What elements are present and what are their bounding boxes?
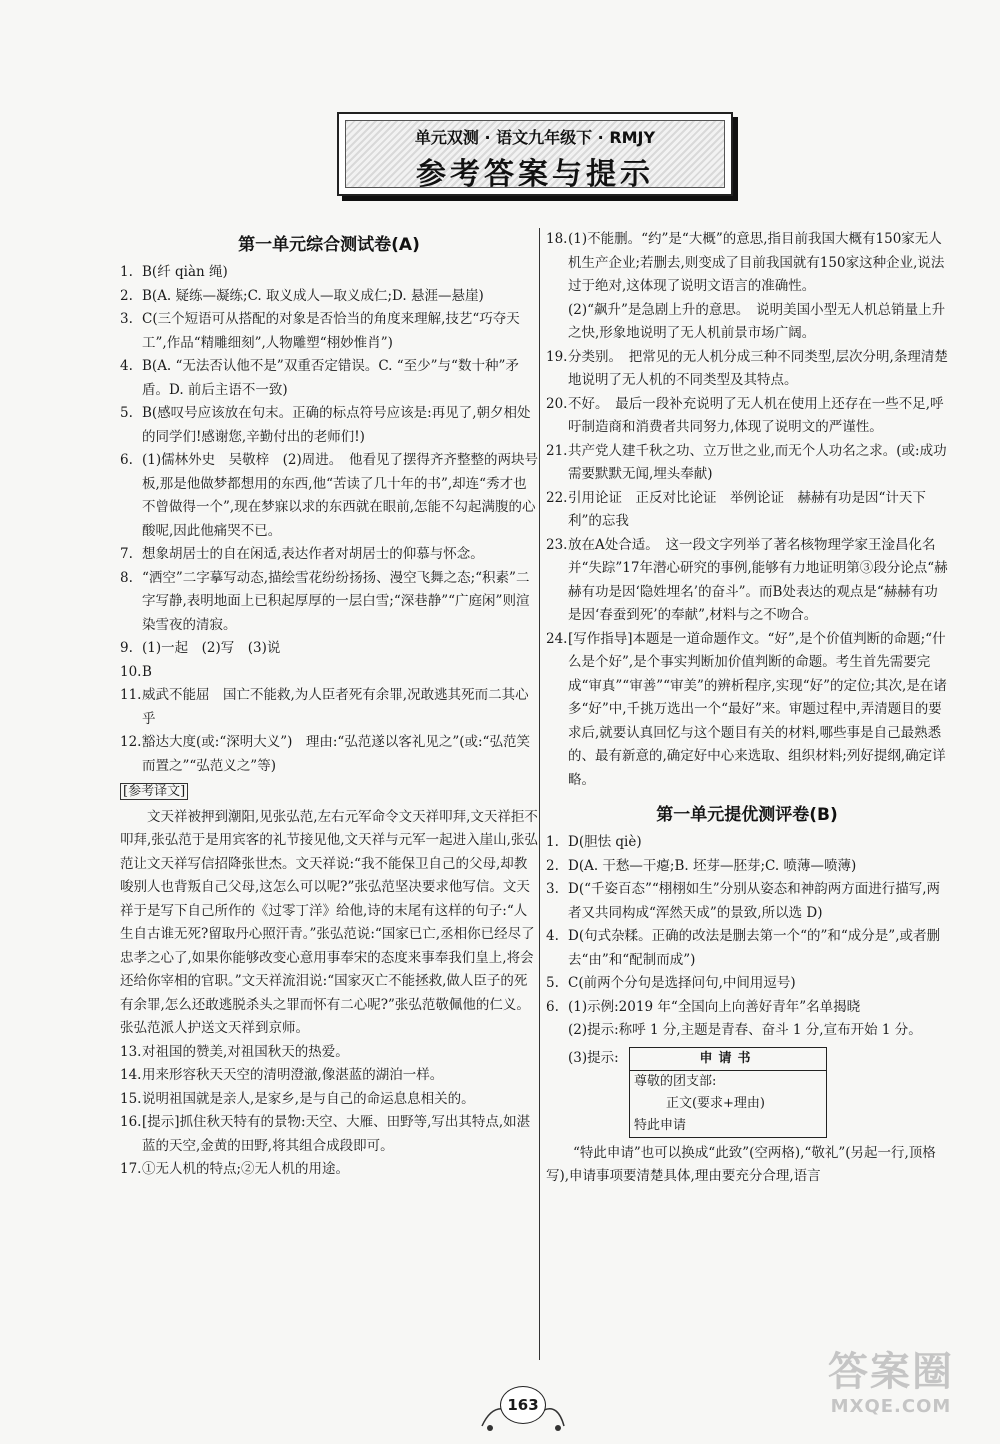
section-title-b: 第一单元提优测评卷(B) — [656, 805, 838, 825]
answer-text: 分类别。 把常见的无人机分成三种不同类型,层次分明,条理清楚地说明了无人机的不同类型及其特点。 — [568, 348, 948, 388]
answer-text: (1)示例:2019 年“全国向上向善好青年”名单揭晓 — [568, 998, 861, 1015]
answer-item — [120, 308, 538, 355]
answer-item — [546, 855, 948, 879]
answer-sub-item: (2)提示:称呼 1 分,主题是青春、奋斗 1 分,宣布开始 1 分。 — [568, 1022, 922, 1038]
answer-text: D(句式杂糅。正确的改法是删去第一个“的”和“成分是”,或者删去“由”和“配制而成”) — [568, 928, 940, 968]
answer-number: 7. — [120, 546, 133, 562]
answer-item — [120, 1064, 538, 1088]
answer-number: 14. — [120, 1067, 142, 1083]
answer-item — [546, 628, 948, 793]
answer-item — [120, 567, 538, 638]
answer-text: 想象胡居士的自在闲适,表达作者对胡居士的仰慕与怀念。 — [142, 546, 484, 562]
answer-number: 2. — [120, 287, 133, 304]
answer-text: D(A. 干愁—干瘪;B. 坯芽—胚芽;C. 喷薄—喷薄) — [568, 857, 857, 874]
answer-text: 说明祖国就是亲人,是家乡,是与自己的命运息息相关的。 — [142, 1090, 475, 1107]
answer-number: 21. — [546, 442, 568, 459]
answer-text: ①无人机的特点;②无人机的用途。 — [142, 1161, 350, 1177]
form-note: “特此申请”也可以换成“此致”(空两格),“敬礼”(另起一行,顶格写),申请事项要清楚具体,理由要充分合理,语言 — [546, 1144, 936, 1184]
left-column — [120, 228, 538, 1182]
answer-text: B(感叹号应该放在句末。正确的标点符号应该是:再见了,朝夕相处的同学们!感谢您,辛勤付出的老师们!) — [142, 405, 531, 445]
header-banner-inner — [345, 120, 725, 192]
form-salutation: 尊敬的团支部: — [633, 1073, 717, 1089]
answer-item — [546, 831, 948, 855]
answer-item — [546, 393, 948, 440]
answer-text: D(胆怯 qiè) — [568, 834, 642, 850]
answer-item — [546, 440, 948, 487]
translation-tag: [参考译文] — [120, 783, 188, 800]
answer-text: B(A. 疑练—凝练;C. 取义成人—取义成仁;D. 悬涯—悬崖) — [142, 287, 484, 304]
answer-text: [提示]抓住秋天特有的景物:天空、大雁、田野等,写出其特点,如湛蓝的天空,金黄的田野,将其组合成段即可。 — [142, 1114, 531, 1154]
answer-number: 3. — [546, 881, 559, 897]
answer-number: 22. — [546, 489, 568, 506]
answer-item — [546, 925, 948, 972]
answer-list-a-part1 — [120, 261, 538, 778]
answer-number: 23. — [546, 536, 568, 553]
answer-number: 19. — [546, 348, 568, 365]
answer-item — [120, 637, 538, 661]
answer-text: (1)一起 (2)写 (3)说 — [142, 640, 281, 656]
answer-item — [546, 996, 948, 1020]
translation-heading — [120, 780, 538, 804]
answer-item — [120, 449, 538, 543]
answer-number: 5. — [120, 405, 133, 421]
answer-item — [120, 1111, 538, 1158]
answer-text: 用来形容秋天天空的清明澄澈,像湛蓝的湖泊一样。 — [142, 1067, 444, 1083]
form-body: 正文(要求+理由) — [665, 1095, 766, 1111]
answer-text: 共产党人建千秋之功、立万世之业,而无个人功名之求。(或:成功需要默默无闻,埋头奉献) — [568, 442, 947, 482]
answer-text: 引用论证 正反对比论证 举例论证 赫赫有功是因“计天下利”的忘我 — [568, 489, 926, 529]
answer-item — [120, 1158, 538, 1182]
answer-item — [120, 402, 538, 449]
answer-text: [写作指导]本题是一道命题作文。“好”,是个价值判断的命题;“什么是个好”,是个事实判断加价值判断的命题。考生首先需要完成“审真”“审善”“审美”的辨析程序,实现“好”的定位;其次,是在诸多“好”中,千挑万选出一个“最好”来。审题过程中,弄清题目的要求后,就要认真回忆与这个题目有关的材料,哪些事是自己最熟悉的、最有新意的,确定好中心来选取、组织材料;列好提纲,确定详略。 — [568, 630, 947, 788]
answer-text: C(前两个分句是选择问句,中间用逗号) — [568, 975, 796, 991]
answer-number: 4. — [120, 358, 133, 374]
answer-text: B(A. “无法否认他不是”双重否定错误。C. “至少”与“数十种”矛盾。D. 前后主语不一致) — [142, 358, 519, 398]
answer-text: C(三个短语可从搭配的对象是否恰当的角度来理解,技艺“巧夺天工”,作品“精雕细刻”,人物雕塑“栩妙惟肖”) — [142, 311, 520, 351]
answer-item — [120, 1088, 538, 1112]
watermark-logo-text: 答案圈 — [828, 1349, 954, 1395]
answer-number: 20. — [546, 395, 568, 412]
answer-list-b — [546, 831, 948, 1043]
answer-item — [120, 355, 538, 402]
answer-number: 6. — [120, 452, 133, 468]
answer-text: “洒空”二字摹写动态,描绘雪花纷纷扬扬、漫空飞舞之态;“积素”二字写静,表明地面上已积起厚厚的一层白雪;“深巷静”“广庭闲”则渲染雪夜的清寂。 — [142, 569, 530, 633]
answer-number: 2. — [546, 857, 559, 874]
translation-paragraph: 文天祥被押到潮阳,见张弘范,左右元军命令文天祥叩拜,文天祥拒不叩拜,张弘范于是用宾客的礼节接见他,文天祥与元军一起进入崖山,张弘范让文天祥写信招降张世杰。文天祥说:“我不能保卫自己的父母,却教唆别人也背叛自己父母,这怎么可以呢?”张弘范坚决要求他写信。文天祥于是写下自己所作的《过零丁洋》给他,诗的末尾有这样的句子:“人生自古谁无死?留取丹心照汗青。”张弘范说:“国家已亡,丞相你已经尽了忠孝之心了,如果你能够改变心意用事奉宋的态度来事奉我们皇上,将会还给你宰相的官职。”文天祥流泪说:“国家灭亡不能拯救,做人臣子的死有余罪,怎么还敢逃脱杀头之罪而怀有二心呢?”张弘范敬佩他的仁义。张弘范派人护送文天祥到京师。 — [120, 808, 538, 1036]
answer-text: (1)不能删。“约”是“大概”的意思,指目前我国大概有150家无人机生产企业;若删去,则变成了目前我国就有150家这种企业,说法过于绝对,这体现了说明文语言的准确性。 — [568, 231, 945, 294]
answer-item — [546, 487, 948, 534]
application-form-row — [546, 1047, 948, 1138]
answer-list-a-part3 — [546, 228, 948, 792]
answer-item — [120, 261, 538, 285]
answer-item — [120, 661, 538, 685]
answer-item — [120, 1041, 538, 1065]
answer-text: 不好。 最后一段补充说明了无人机在使用上还存在一些不足,呼吁制造商和消费者共同努力,体现了说明文的严谨性。 — [568, 395, 944, 435]
answer-number: 1. — [546, 834, 559, 850]
answer-item — [546, 534, 948, 628]
header-subtitle: 单元双测 · 语文九年级下 · RMJY — [414, 128, 656, 147]
site-watermark — [806, 1348, 976, 1428]
answer-item — [120, 731, 538, 778]
answer-item — [546, 228, 948, 299]
form-title: 申请书 — [630, 1048, 826, 1071]
answer-item — [546, 972, 948, 996]
answer-number: 4. — [546, 928, 559, 944]
answer-number: 3. — [120, 311, 133, 327]
answer-number: 16. — [120, 1114, 142, 1130]
answer-text: (1)儒林外史 吴敬梓 (2)周进。 他看见了摆得齐齐整整的两块号板,那是他做梦都想用的东西,他“苦读了几十年的书”,却连“秀才也不曾做得一个”,现在梦寐以求的东西就在眼前,怎能不勾起满腹的心酸呢,因此他痛哭不已。 — [142, 452, 538, 539]
right-column — [546, 228, 948, 1189]
page-number: 163 — [500, 1386, 546, 1424]
answer-item — [120, 684, 538, 731]
column-divider — [539, 228, 540, 1360]
answer-text: 豁达大度(或:“深明大义”) 理由:“弘范遂以客礼见之”(或:“弘范笑而置之”“弘范义之”等) — [142, 734, 530, 774]
watermark-url: MXQE.COM — [830, 1396, 952, 1417]
answer-number: 17. — [120, 1161, 142, 1177]
application-form-box — [629, 1047, 827, 1138]
answer-number: 9. — [120, 640, 133, 656]
answer-number: 10. — [120, 663, 142, 680]
section-title-a: 第一单元综合测试卷(A) — [238, 235, 420, 255]
answer-item — [546, 346, 948, 393]
answer-list-a-part2 — [120, 1041, 538, 1182]
answer-text: B — [142, 663, 152, 680]
form-closing: 特此申请 — [633, 1117, 686, 1133]
answer-text: 对祖国的赞美,对祖国秋天的热爱。 — [142, 1043, 349, 1060]
form-hint-label: (3)提示: — [568, 1049, 619, 1066]
answer-number: 13. — [120, 1043, 142, 1060]
answer-number: 18. — [546, 231, 568, 247]
answer-item — [120, 543, 538, 567]
answer-item — [120, 285, 538, 309]
header-title: 参考答案与提示 — [416, 157, 654, 192]
answer-number: 15. — [120, 1090, 142, 1107]
answer-number: 24. — [546, 630, 568, 647]
answer-number: 5. — [546, 975, 559, 991]
answer-item — [546, 878, 948, 925]
answer-number: 1. — [120, 264, 133, 280]
answer-number: 11. — [120, 687, 142, 703]
answer-number: 8. — [120, 569, 133, 586]
answer-text: D(“千姿百态”“栩栩如生”分别从姿态和神韵两方面进行描写,两者又共同构成“浑然天成”的景致,所以选 D) — [568, 881, 940, 921]
answer-text: 威武不能屈 国亡不能救,为人臣者死有余罪,况敢逃其死而二其心乎 — [142, 687, 529, 727]
answer-sub-item: (2)“飙升”是急剧上升的意思。 说明美国小型无人机总销量上升之快,形象地说明了无人机前景市场广阔。 — [568, 301, 946, 341]
answer-number: 6. — [546, 998, 559, 1015]
answer-number: 12. — [120, 734, 142, 750]
answer-text: 放在A处合适。 这一段文字列举了著名核物理学家王淦昌化名并“失踪”17年潜心研究的事例,能够有力地证明第③段分论点“赫赫有功是因‘隐姓埋名’的奋斗”。而B处表达的观点是“赫赫有功是因‘春蚕到死’的奉献”,材料与之不吻合。 — [568, 536, 948, 623]
header-banner — [337, 112, 733, 196]
answer-text: B(纤 qiàn 绳) — [142, 264, 228, 280]
